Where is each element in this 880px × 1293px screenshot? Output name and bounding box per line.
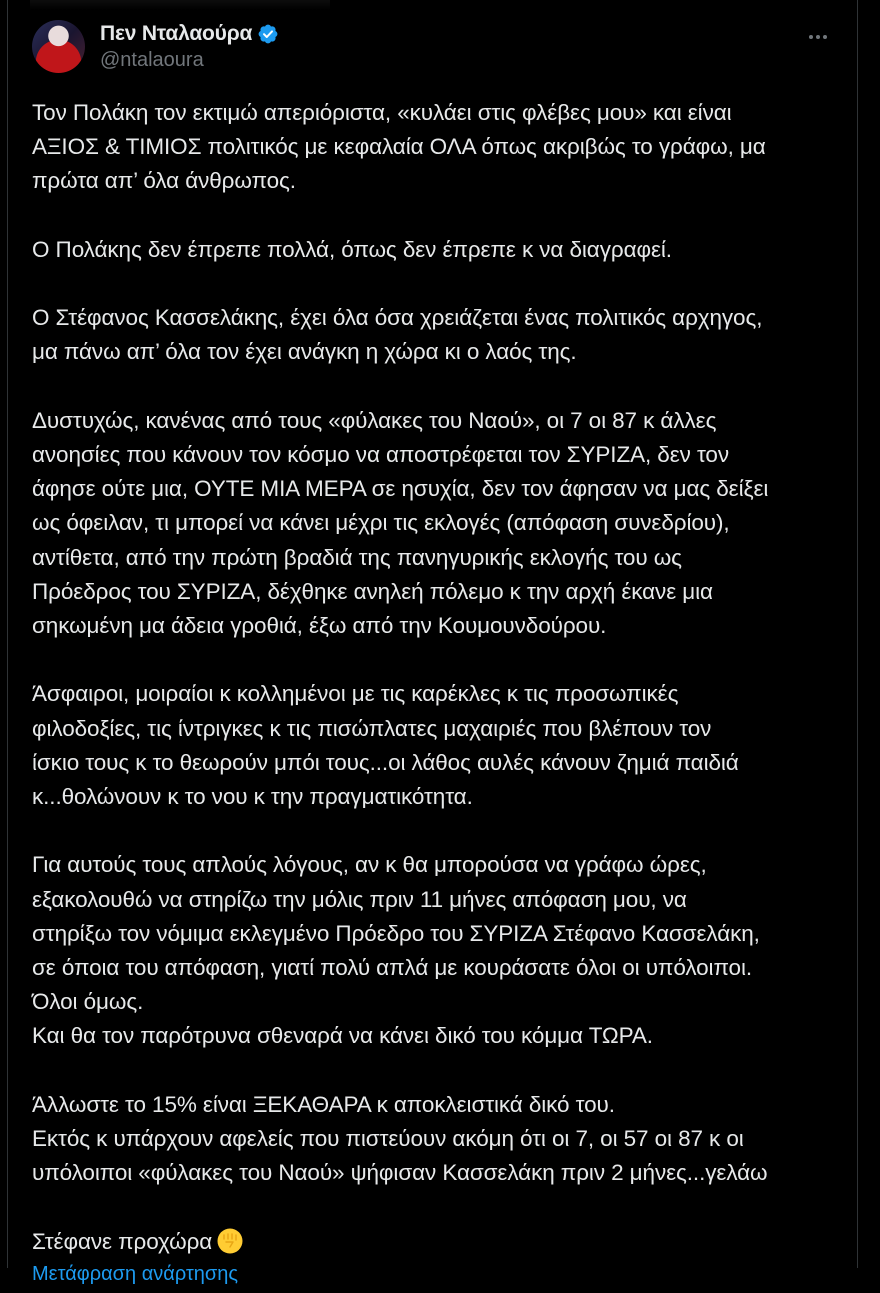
handle[interactable]: @ntalaoura (100, 49, 204, 71)
translate-post-link[interactable]: Μετάφραση ανάρτησης (32, 1263, 239, 1285)
paragraph (32, 301, 852, 369)
text-line: Και θα τον παρότρυνα σθεναρά να κάνει δικό του κόμμα ΤΩΡΑ. (32, 1023, 653, 1049)
text-line: πρώτα απ’ όλα άνθρωπος. (32, 168, 296, 194)
post-text (32, 96, 852, 1293)
text-line: Πρόεδρος του ΣΥΡΙΖΑ, δέχθηκε ανηλεή πόλεμο κ την αρχή έκανε μια (32, 578, 713, 604)
text-line: ως όφειλαν, τι μπορεί να κάνει μέχρι τις εκλογές (απόφαση συνεδρίου), (32, 510, 730, 536)
text-line: αντίθετα, από την πρώτη βραδιά της πανηγυρικής εκλογής του ως (32, 544, 682, 570)
more-horizontal-icon-dot (823, 35, 827, 39)
text-line: ανοησίες που κάνουν τον κόσμο να αποστρέφεται τον ΣΥΡΙΖΑ, δεν τον (32, 441, 729, 467)
text-line: Ο Στέφανος Κασσελάκης, έχει όλα όσα χρειάζεται ένας πολιτικός αρχηγος, (32, 305, 763, 331)
text-line: εξακολουθώ να στηρίζω την μόλις πριν 11 μήνες απόφαση μου, να (32, 886, 687, 912)
text-line: άφησε ούτε μια, ΟΥΤΕ ΜΙΑ ΜΕΡΑ σε ησυχία, δεν τον άφησαν να μας δείξει (32, 476, 769, 502)
more-horizontal-icon-dot (816, 35, 820, 39)
text-line: Ο Πολάκης δεν έπρεπε πολλά, όπως δεν έπρεπε κ να διαγραφεί. (32, 236, 672, 262)
paragraph (32, 677, 852, 814)
paragraph (32, 1088, 852, 1191)
more-horizontal-icon-dot (809, 35, 813, 39)
paragraph (32, 96, 852, 199)
text-line: φιλοδοξίες, τις ίντριγκες κ τις πισώπλατες μαχαιριές που βλέπουν τον (32, 715, 712, 741)
post-header (32, 20, 850, 76)
display-name[interactable]: Πεν Νταλαούρα (100, 22, 253, 45)
text-line: σηκωμένη μα άδεια γροθιά, έξω από την Κουμουνδούρου. (32, 613, 607, 638)
closing-text: Στέφανε προχώρα (32, 1228, 213, 1254)
text-line: ίσκιο τους κ το θεωρούν μπόι τους...οι λάθος αυλές κάνουν ζημιά παιδιά (32, 749, 739, 775)
text-line: στηρίξω τον νόμιμα εκλεγμένο Πρόεδρο του ΣΥΡΙΖΑ Στέφανο Κασσελάκη, (32, 920, 760, 946)
paragraph (32, 1225, 852, 1259)
paragraph (32, 233, 852, 267)
text-line: ΑΞΙΟΣ & ΤΙΜΙΟΣ πολιτικός με κεφαλαία ΟΛΑ όπως ακριβώς το γράφω, μα (32, 134, 766, 160)
more-options-button[interactable] (804, 28, 832, 46)
text-line: μα πάνω απ’ όλα τον έχει ανάγκη η χώρα κι ο λαός της. (32, 339, 577, 365)
author-info (100, 20, 279, 72)
text-line: υπόλοιποι «φύλακες του Ναού» ψήφισαν Κασσελάκη πριν 2 μήνες...γελάω (32, 1160, 768, 1186)
text-line: Άλλωστε το 15% είναι ΞΕΚΑΘΑΡΑ κ αποκλειστικά δικό του. (32, 1091, 615, 1117)
text-line: Για αυτούς τους απλούς λόγους, αν κ θα μπορούσα να γράφω ώρες, (32, 852, 707, 878)
text-line: Άσφαιροι, μοιραίοι κ κολλημένοι με τις καρέκλες κ τις προσωπικές (32, 681, 679, 707)
text-line: Εκτός κ υπάρχουν αφελείς που πιστεύουν ακόμη ότι οι 7, οι 57 οι 87 κ οι (32, 1126, 744, 1151)
text-line: κ...θολώνουν κ το νου κ την πραγματικότητα. (32, 784, 473, 809)
text-line (32, 1225, 852, 1259)
paragraph (32, 848, 852, 1053)
text-line: Δυστυχώς, κανένας από τους «φύλακες του Ναού», οι 7 οι 87 κ άλλες (32, 407, 717, 433)
verified-badge-icon[interactable] (257, 23, 279, 45)
paragraph (32, 404, 852, 643)
text-line: σε όποια του απόφαση, γιατί πολύ απλά με κουράσατε όλοι οι υπόλοιποι. (32, 955, 753, 980)
clipped-previous-content (30, 0, 330, 10)
avatar[interactable] (32, 20, 85, 73)
display-name-row (100, 20, 279, 48)
text-line: Όλοι όμως. (32, 989, 144, 1015)
raised-fist-icon (216, 1226, 244, 1254)
text-line: Τον Πολάκη τον εκτιμώ απεριόριστα, «κυλάει στις φλέβες μου» και είναι (32, 100, 732, 125)
